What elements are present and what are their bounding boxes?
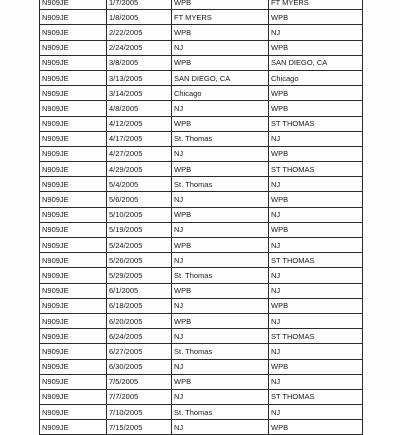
date-cell: 3/14/2005 xyxy=(107,86,172,101)
date-cell: 1/8/2005 xyxy=(107,10,172,25)
origin-cell: St. Thomas xyxy=(172,177,269,192)
origin-cell: NJ xyxy=(172,329,269,344)
table-row xyxy=(40,389,363,404)
table-row xyxy=(40,25,363,40)
date-cell: 4/12/2005 xyxy=(107,116,172,131)
origin-cell: WPB xyxy=(172,116,269,131)
origin-cell: NJ xyxy=(172,40,269,55)
origin-cell: WPB xyxy=(172,207,269,222)
date-cell: 2/24/2005 xyxy=(107,40,172,55)
table-row xyxy=(40,420,363,435)
date-cell: 6/20/2005 xyxy=(107,313,172,328)
destination-cell: NJ xyxy=(269,177,363,192)
date-cell: 3/13/2005 xyxy=(107,70,172,85)
date-cell: 4/17/2005 xyxy=(107,131,172,146)
tail-number-cell: N909JE xyxy=(40,268,107,283)
destination-cell: SAN DIEGO, CA xyxy=(269,55,363,70)
tail-number-cell: N909JE xyxy=(40,116,107,131)
table-row xyxy=(40,222,363,237)
destination-cell: WPB xyxy=(269,10,363,25)
tail-number-cell: N909JE xyxy=(40,389,107,404)
tail-number-cell: N909JE xyxy=(40,0,107,10)
origin-cell: NJ xyxy=(172,359,269,374)
origin-cell: WPB xyxy=(172,238,269,253)
origin-cell: SAN DIEGO, CA xyxy=(172,70,269,85)
table-row xyxy=(40,146,363,161)
destination-cell: NJ xyxy=(269,283,363,298)
date-cell: 6/27/2005 xyxy=(107,344,172,359)
date-cell: 7/7/2005 xyxy=(107,389,172,404)
date-cell: 7/5/2005 xyxy=(107,374,172,389)
destination-cell: ST THOMAS xyxy=(269,116,363,131)
date-cell: 2/22/2005 xyxy=(107,25,172,40)
tail-number-cell: N909JE xyxy=(40,253,107,268)
origin-cell: WPB xyxy=(172,313,269,328)
destination-cell: ST THOMAS xyxy=(269,329,363,344)
destination-cell: WPB xyxy=(269,420,363,435)
tail-number-cell: N909JE xyxy=(40,207,107,222)
date-cell: 5/6/2005 xyxy=(107,192,172,207)
date-cell: 6/1/2005 xyxy=(107,283,172,298)
tail-number-cell: N909JE xyxy=(40,222,107,237)
tail-number-cell: N909JE xyxy=(40,313,107,328)
date-cell: 5/19/2005 xyxy=(107,222,172,237)
table-row xyxy=(40,283,363,298)
table-row xyxy=(40,192,363,207)
origin-cell: WPB xyxy=(172,162,269,177)
date-cell: 5/4/2005 xyxy=(107,177,172,192)
table-row xyxy=(40,70,363,85)
table-row xyxy=(40,131,363,146)
table-row xyxy=(40,329,363,344)
table-row xyxy=(40,405,363,420)
table-row xyxy=(40,0,363,10)
origin-cell: St. Thomas xyxy=(172,131,269,146)
table-row xyxy=(40,207,363,222)
origin-cell: NJ xyxy=(172,253,269,268)
date-cell: 5/29/2005 xyxy=(107,268,172,283)
origin-cell: NJ xyxy=(172,192,269,207)
origin-cell: WPB xyxy=(172,283,269,298)
table-row xyxy=(40,10,363,25)
tail-number-cell: N909JE xyxy=(40,344,107,359)
origin-cell: NJ xyxy=(172,146,269,161)
date-cell: 4/27/2005 xyxy=(107,146,172,161)
destination-cell: NJ xyxy=(269,405,363,420)
destination-cell: Chicago xyxy=(269,70,363,85)
destination-cell: ST THOMAS xyxy=(269,389,363,404)
table-row xyxy=(40,298,363,313)
destination-cell: NJ xyxy=(269,374,363,389)
table-row xyxy=(40,162,363,177)
destination-cell: NJ xyxy=(269,268,363,283)
destination-cell: NJ xyxy=(269,238,363,253)
tail-number-cell: N909JE xyxy=(40,192,107,207)
destination-cell: NJ xyxy=(269,313,363,328)
destination-cell: ST THOMAS xyxy=(269,253,363,268)
destination-cell: WPB xyxy=(269,146,363,161)
destination-cell: NJ xyxy=(269,207,363,222)
tail-number-cell: N909JE xyxy=(40,177,107,192)
tail-number-cell: N909JE xyxy=(40,162,107,177)
date-cell: 5/24/2005 xyxy=(107,238,172,253)
destination-cell: WPB xyxy=(269,222,363,237)
origin-cell: NJ xyxy=(172,389,269,404)
tail-number-cell: N909JE xyxy=(40,298,107,313)
table-row xyxy=(40,55,363,70)
tail-number-cell: N909JE xyxy=(40,405,107,420)
tail-number-cell: N909JE xyxy=(40,101,107,116)
tail-number-cell: N909JE xyxy=(40,329,107,344)
origin-cell: NJ xyxy=(172,222,269,237)
table-row xyxy=(40,359,363,374)
tail-number-cell: N909JE xyxy=(40,10,107,25)
date-cell: 5/10/2005 xyxy=(107,207,172,222)
table-row xyxy=(40,268,363,283)
table-row xyxy=(40,313,363,328)
tail-number-cell: N909JE xyxy=(40,374,107,389)
destination-cell: WPB xyxy=(269,86,363,101)
tail-number-cell: N909JE xyxy=(40,70,107,85)
origin-cell: WPB xyxy=(172,55,269,70)
destination-cell: WPB xyxy=(269,298,363,313)
tail-number-cell: N909JE xyxy=(40,238,107,253)
table-row xyxy=(40,177,363,192)
destination-cell: NJ xyxy=(269,131,363,146)
origin-cell: St. Thomas xyxy=(172,344,269,359)
table-row xyxy=(40,344,363,359)
table-row xyxy=(40,374,363,389)
date-cell: 6/24/2005 xyxy=(107,329,172,344)
table-row xyxy=(40,86,363,101)
table-row xyxy=(40,116,363,131)
origin-cell: WPB xyxy=(172,25,269,40)
flight-log-body xyxy=(40,0,363,435)
date-cell: 5/26/2005 xyxy=(107,253,172,268)
tail-number-cell: N909JE xyxy=(40,55,107,70)
destination-cell: FT MYERS xyxy=(269,0,363,10)
date-cell: 6/18/2005 xyxy=(107,298,172,313)
date-cell: 1/7/2005 xyxy=(107,0,172,10)
origin-cell: NJ xyxy=(172,298,269,313)
tail-number-cell: N909JE xyxy=(40,86,107,101)
tail-number-cell: N909JE xyxy=(40,146,107,161)
table-row xyxy=(40,253,363,268)
date-cell: 4/8/2005 xyxy=(107,101,172,116)
destination-cell: WPB xyxy=(269,192,363,207)
flight-log-table xyxy=(39,0,363,435)
origin-cell: FT MYERS xyxy=(172,10,269,25)
origin-cell: WPB xyxy=(172,0,269,10)
date-cell: 6/30/2005 xyxy=(107,359,172,374)
date-cell: 7/15/2005 xyxy=(107,420,172,435)
table-row xyxy=(40,40,363,55)
origin-cell: St. Thomas xyxy=(172,405,269,420)
origin-cell: NJ xyxy=(172,420,269,435)
origin-cell: Chicago xyxy=(172,86,269,101)
destination-cell: ST THOMAS xyxy=(269,162,363,177)
tail-number-cell: N909JE xyxy=(40,40,107,55)
destination-cell: NJ xyxy=(269,344,363,359)
destination-cell: WPB xyxy=(269,40,363,55)
table-row xyxy=(40,101,363,116)
tail-number-cell: N909JE xyxy=(40,25,107,40)
origin-cell: NJ xyxy=(172,101,269,116)
tail-number-cell: N909JE xyxy=(40,420,107,435)
tail-number-cell: N909JE xyxy=(40,283,107,298)
tail-number-cell: N909JE xyxy=(40,131,107,146)
date-cell: 3/8/2005 xyxy=(107,55,172,70)
origin-cell: WPB xyxy=(172,374,269,389)
destination-cell: WPB xyxy=(269,101,363,116)
tail-number-cell: N909JE xyxy=(40,359,107,374)
destination-cell: WPB xyxy=(269,359,363,374)
destination-cell: NJ xyxy=(269,25,363,40)
table-row xyxy=(40,238,363,253)
origin-cell: St. Thomas xyxy=(172,268,269,283)
date-cell: 4/29/2005 xyxy=(107,162,172,177)
date-cell: 7/10/2005 xyxy=(107,405,172,420)
